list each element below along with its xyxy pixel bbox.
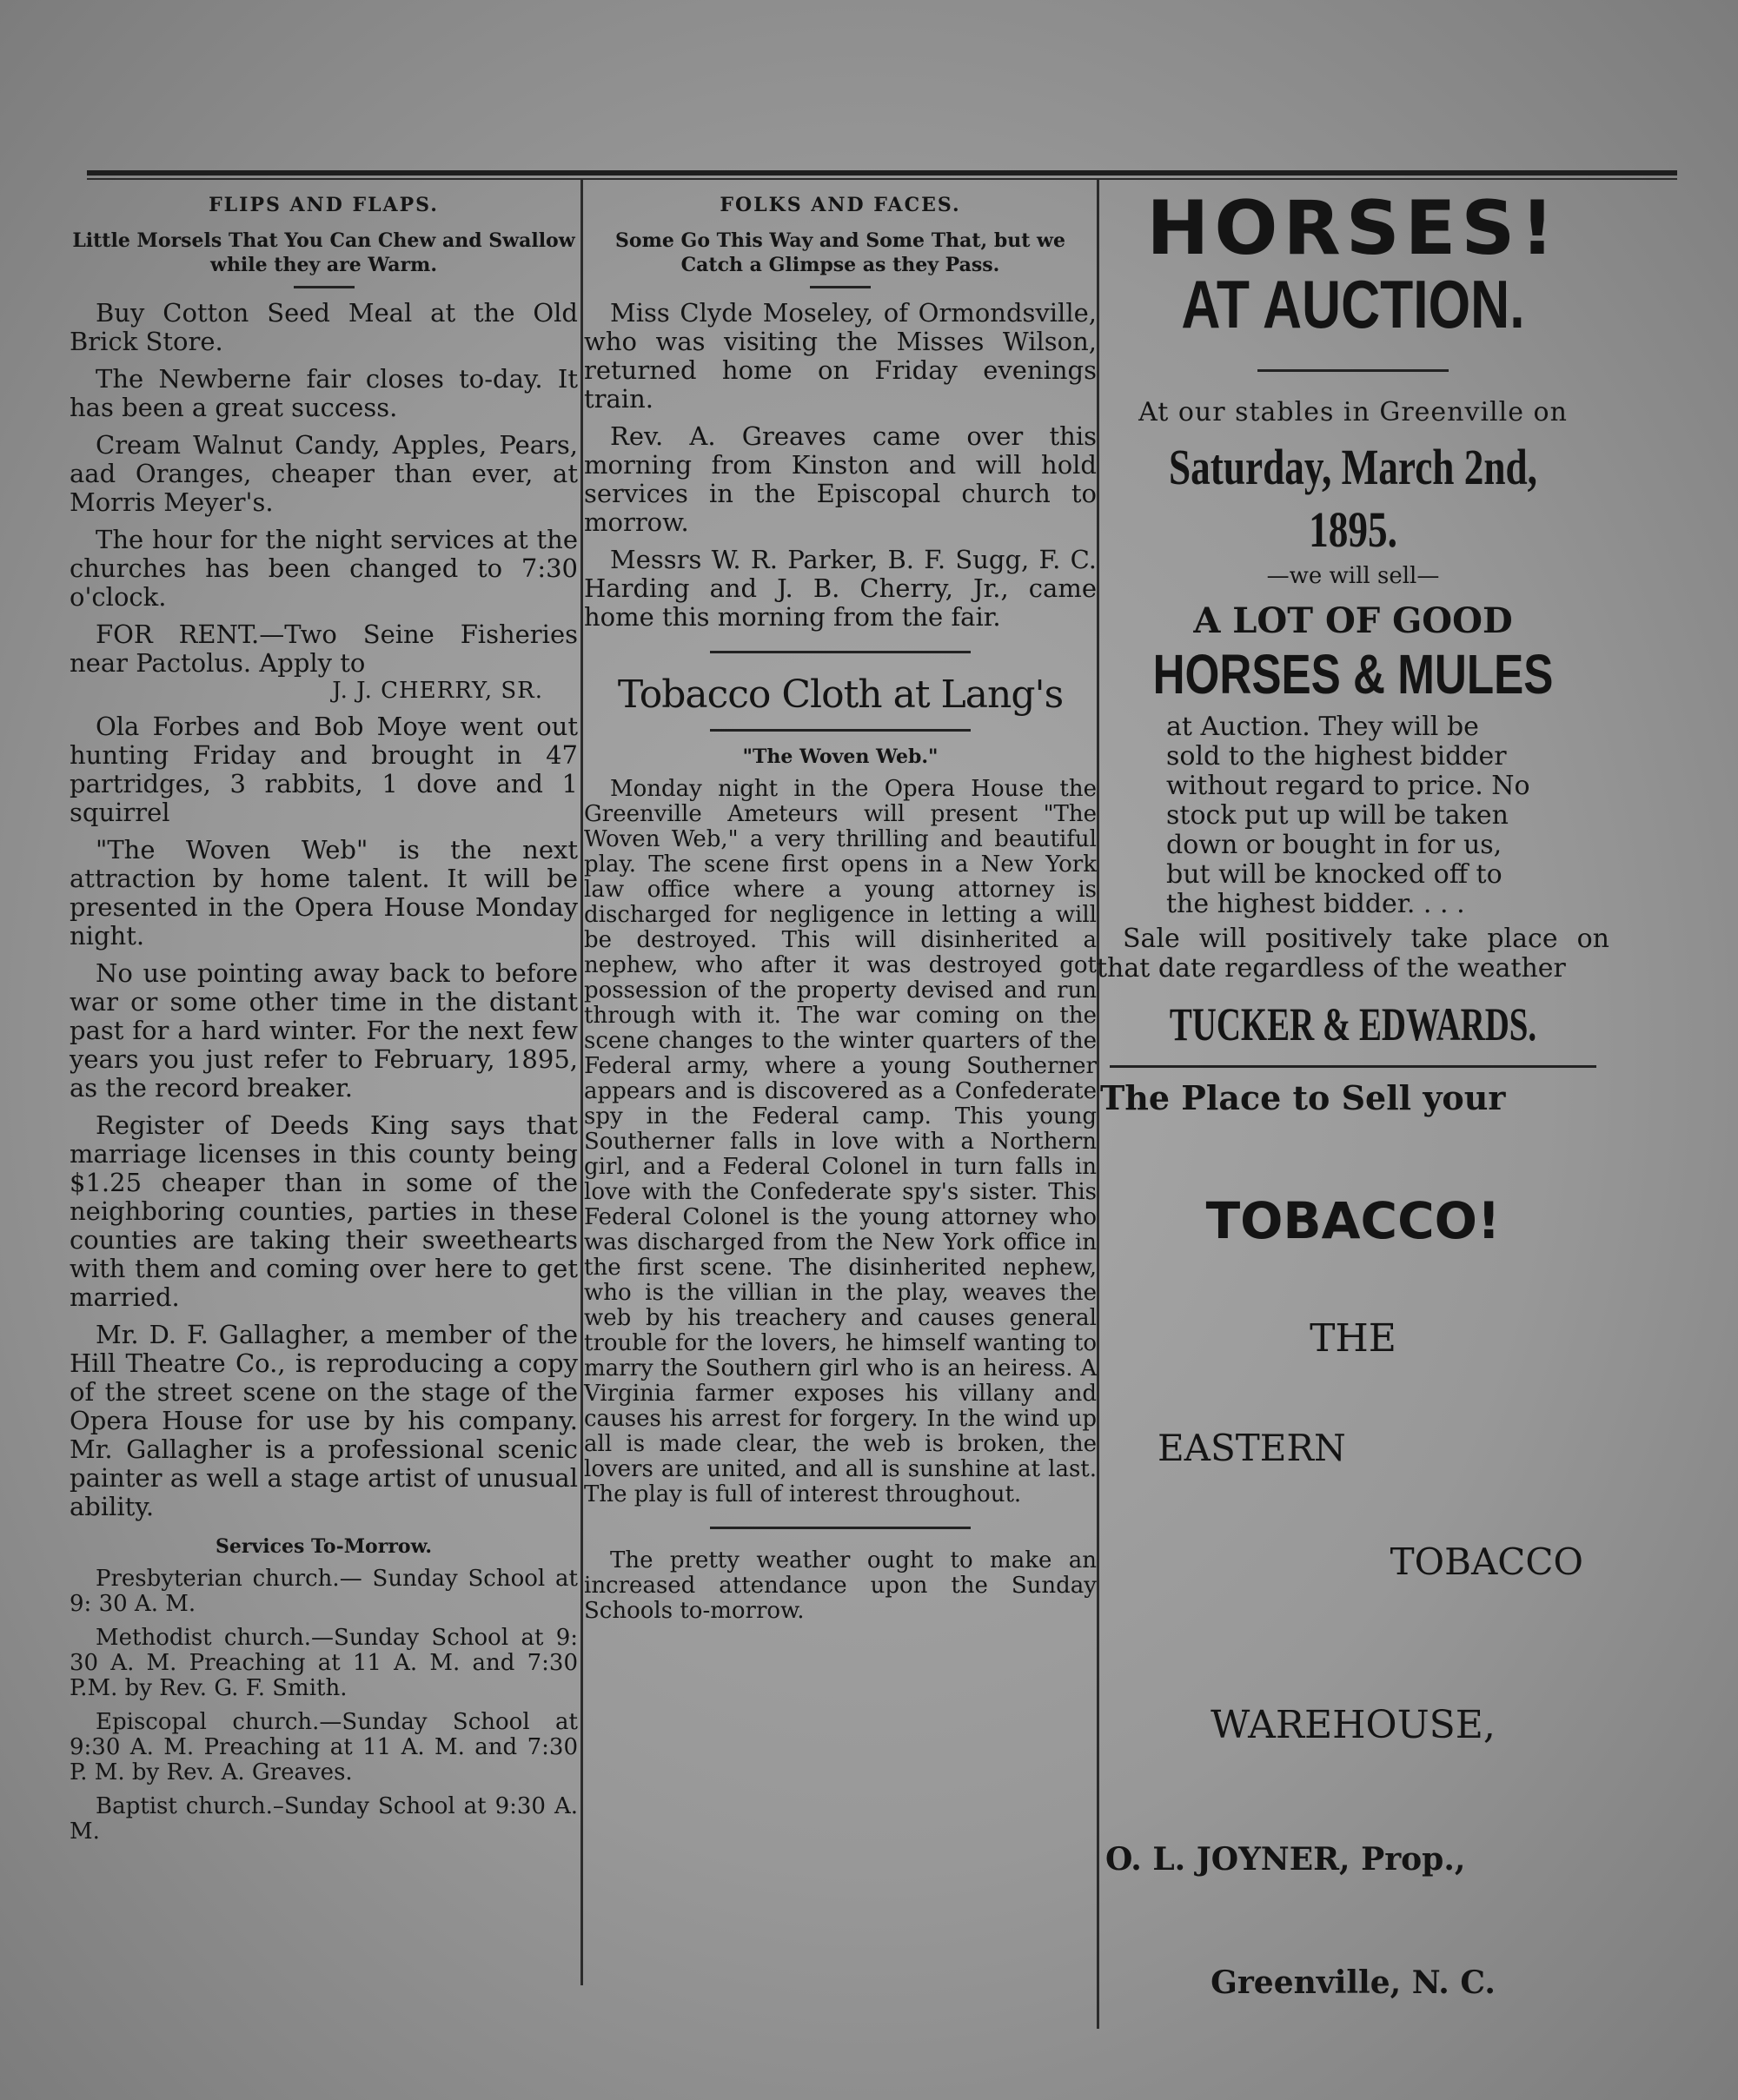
rent-signature: J. J. CHERRY, SR. — [332, 678, 543, 704]
story-body: Monday night in the Opera House the Greenville Ameteurs will present "The Woven Web," a very thrilling and beautiful play. The scene first opens in a New York law office where a young attorney is discharged for negligence in letting a will be destroyed. This will disinherited a nephew, who after it was destroyed got possession of the property devised and run through with it. The war coming on the scene changes to the winter quarters of the Federal army, where a young Southerner appears and is discovered as a Confederate spy in the Federal camp. This young Southerner falls in love with a Northern girl, and a Federal Colonel in turn falls in love with the Confederate spy's sister. This Federal Colonel is the young attorney who was discharged from the New York office in the first scene. The disinherited nephew, who is the villian in the play, weaves the web by his treachery and causes general trouble for the lovers, he himself wanting to marry the Southern girl who is an heiress. A Virginia farmer exposes his villany and causes his arrest for forgery. In the wind up all is made clear, the web is broken, the lovers are united, and all is sunshine at last. The play is full of interest throughout. — [584, 776, 1097, 1507]
news-item: Rev. A. Greaves came over this morning from Kinston and will hold services in the Episcopal church to morrow. — [584, 421, 1097, 537]
ad-body: at Auction. They will be sold to the highest bidder without regard to price. No stock put up will be taken down or bought in for us, but will be knocked off to the highest bidder. . . . — [1166, 712, 1530, 919]
column-heading: FOLKS AND FACES. — [720, 194, 961, 216]
column-rule-1 — [580, 178, 583, 1985]
news-item: Buy Cotton Seed Meal at the Old Brick Store. — [70, 298, 578, 356]
separator-rule — [710, 729, 971, 732]
ad-rule — [1257, 369, 1449, 372]
ad-body: Sale will positively take place on that date regardless of the weather — [1097, 924, 1609, 984]
news-item: The Newberne fair closes to-day. It has been a great success. — [70, 364, 578, 422]
news-item: FOR RENT.—Two Seine Fisheries near Pactolus. Apply to — [70, 619, 578, 678]
ad-place: Greenville, N. C. — [1211, 1964, 1496, 2001]
news-item: Cream Walnut Candy, Apples, Pears, aad Oranges, cheaper than ever, at Morris Meyer's. — [70, 430, 578, 517]
news-item: Register of Deeds King says that marriage licenses in this county being $1.25 cheaper than in some of the neighboring counties, parties in these counties are taking their sweethearts with them and coming over here to get married. — [70, 1110, 578, 1312]
ad-signature: TUCKER & EDWARDS. — [1169, 998, 1537, 1050]
horses-mules: HORSES & MULES — [1152, 643, 1554, 706]
service-item: Episcopal church.—Sunday School at 9:30 A. M. Preaching at 11 A. M. and 7:30 P. M. by Rev. A. Greaves. — [70, 1709, 578, 1785]
tobacco-warehouse-ad — [1097, 1078, 1609, 2001]
column-heading: FLIPS AND FLAPS. — [209, 194, 439, 216]
auction-date: Saturday, March 2nd, 1895. — [1168, 439, 1538, 558]
ad-intro: The Place to Sell your — [1100, 1078, 1506, 1117]
service-item: Baptist church.–Sunday School at 9:30 A. M. — [70, 1793, 578, 1845]
ad-divider — [1110, 1065, 1596, 1068]
ad-title: HORSES! — [1146, 185, 1560, 272]
ad-word: TOBACCO! — [1205, 1191, 1501, 1250]
service-item: Methodist church.—Sunday School at 9: 30 A. M. Preaching at 11 A. M. and 7:30 P.M. by Rev. G. F. Smith. — [70, 1625, 578, 1701]
news-item: Ola Forbes and Bob Moye went out hunting Friday and brought in 47 partridges, 3 rabbits, 1 dove and 1 squirrel — [70, 712, 578, 827]
news-item: No use pointing away back to before war or some other time in the distant past for a hard winter. For the next few years you just refer to February, 1895, as the record breaker. — [70, 958, 578, 1103]
column-folks-and-faces — [584, 187, 1097, 1624]
ad-line: A LOT OF GOOD — [1193, 600, 1513, 641]
ad-line: At our stables in Greenville on — [1138, 397, 1568, 427]
ad-word: THE — [1310, 1316, 1396, 1361]
services-heading: Services To-Morrow. — [216, 1535, 432, 1558]
ad-word: TOBACCO — [1390, 1540, 1583, 1583]
column-subheading: Little Morsels That You Can Chew and Swallow while they are Warm. — [72, 229, 575, 276]
ad-line: —we will sell— — [1266, 563, 1440, 589]
news-item: Mr. D. F. Gallagher, a member of the Hill Theatre Co., is reproducing a copy of the street scene on the stage of the Opera House for use by his company. Mr. Gallagher is a professional scenic painter as well a stage artist of unusual ability. — [70, 1320, 578, 1521]
service-item: Presbyterian church.— Sunday School at 9: 30 A. M. — [70, 1566, 578, 1617]
story-title: "The Woven Web." — [742, 745, 939, 768]
tobacco-cloth-ad: Tobacco Cloth at Lang's — [617, 672, 1064, 717]
column-flips-and-flaps — [70, 187, 578, 1845]
ad-word: WAREHOUSE, — [1211, 1703, 1496, 1747]
ad-word: EASTERN — [1158, 1427, 1346, 1469]
ad-proprietor: O. L. JOYNER, Prop., — [1105, 1841, 1466, 1878]
news-item: Miss Clyde Moseley, of Ormondsville, who was visiting the Misses Wilson, returned home on Friday evenings train. — [584, 298, 1097, 414]
column-subheading: Some Go This Way and Some That, but we Catch a Glimpse as they Pass. — [615, 229, 1065, 276]
news-item: Messrs W. R. Parker, B. F. Sugg, F. C. Harding and J. B. Cherry, Jr., came home this morning from the fair. — [584, 545, 1097, 632]
separator-rule — [710, 651, 971, 653]
news-item: The hour for the night services at the churches has been changed to 7:30 o'clock. — [70, 525, 578, 612]
top-rule-thin — [87, 178, 1677, 180]
news-item: "The Woven Web" is the next attraction by home talent. It will be presented in the Opera House Monday night. — [70, 835, 578, 951]
closing-item: The pretty weather ought to make an increased attendance upon the Sunday Schools to-morrow. — [584, 1547, 1097, 1624]
dash-rule — [810, 286, 871, 288]
column-advertisements — [1097, 187, 1609, 2001]
ad-subtitle: AT AUCTION. — [1181, 266, 1525, 342]
top-rule — [87, 170, 1677, 176]
horses-auction-ad — [1097, 185, 1609, 1055]
dash-rule — [294, 286, 355, 288]
separator-rule — [710, 1527, 971, 1529]
